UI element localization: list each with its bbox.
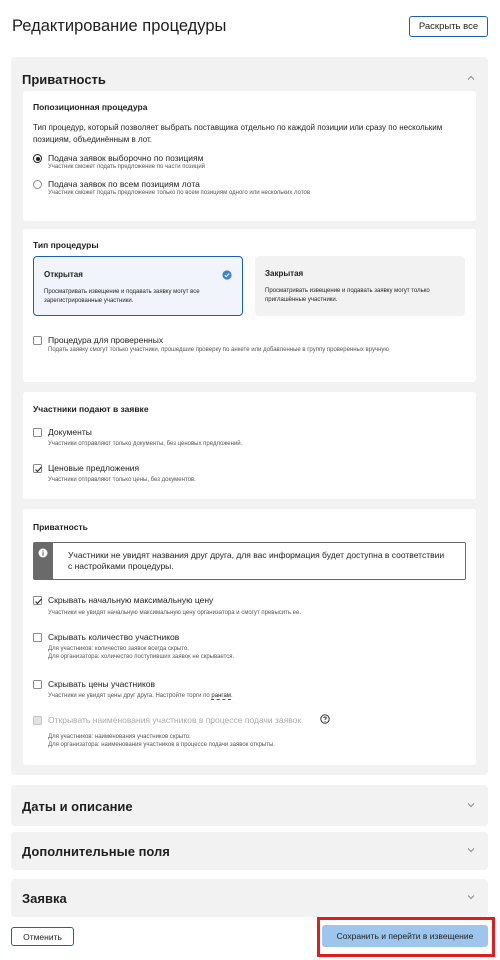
checkbox-disabled[interactable] [33,716,42,725]
participants-submit-card [23,392,476,499]
radio-button[interactable] [33,180,42,189]
checkbox-sublabel: Участники не увидят начальную максимальную цену организатора и смогут превысить ее. [48,610,301,616]
checkbox-label: Ценовые предложения [48,463,140,473]
checkbox-sublabel [48,693,233,699]
checkbox-sublabel: Для участников: наименования участников скрыто. [48,734,191,740]
checkbox-hide-participant-prices[interactable] [33,679,463,703]
checkbox-verified-procedure[interactable] [33,335,463,365]
procedure-type-title: Тип процедуры [33,240,99,250]
chevron-down-icon[interactable] [466,845,476,855]
dates-description-section[interactable] [11,785,488,826]
radio-sublabel: Участник сможет подать предложение только по всем позициям одного или нескольких лотов [48,190,311,196]
procedure-type-closed-desc: Просматривать извещение и подавать заявку могут только приглашённые участники. [265,288,430,303]
positional-procedure-description: Тип процедур, который позволяет выбрать поставщика отдельно по каждой позиции или сразу по нескольким позициям, объединённым в лот. [33,123,443,144]
sublabel-suffix: . [230,693,233,699]
chevron-down-icon[interactable] [466,800,476,810]
checkbox[interactable] [33,596,42,605]
question-circle-icon[interactable] [320,714,330,724]
participants-submit-title: Участники подают в заявке [33,404,149,414]
privacy-section-title: Приватность [22,72,106,87]
checkmark-icon [33,596,44,607]
checkbox-hide-participant-count[interactable] [33,632,463,666]
dates-description-title: Даты и описание [22,799,133,814]
cancel-button[interactable]: Отменить [11,927,74,946]
checkbox-documents[interactable] [33,427,463,451]
application-title: Заявка [22,891,67,906]
checkbox-sublabel: Для участников: количество заявок всегда скрыто. [48,646,189,652]
info-icon [38,548,48,558]
radio-button[interactable] [33,154,42,163]
checkbox-sublabel: Участники отправляют только документы, без ценовых предложений. [48,441,243,447]
procedure-type-closed-label: Закрытая [265,269,304,278]
positional-procedure-card [23,91,476,221]
checkbox[interactable] [33,336,42,345]
checkbox[interactable] [33,428,42,437]
checkbox-label: Документы [48,427,92,437]
procedure-type-open-label: Открытая [44,270,83,279]
radio-option-all-positions[interactable] [33,179,463,203]
privacy-options-card [23,509,476,765]
checkbox-sublabel: Для организатора: количество поступивших заявок не скрывается. [48,654,235,660]
checkbox-label: Скрывать количество участников [48,632,180,642]
checkbox[interactable] [33,680,42,689]
application-section[interactable] [11,879,488,917]
radio-sublabel: Участник сможет подать предложение по части позиций [48,164,206,170]
checkbox[interactable] [33,633,42,642]
checkbox-price-offers[interactable] [33,463,463,487]
ranks-link[interactable]: рангам [211,693,231,699]
checkbox-label: Скрывать начальную максимальную цену [48,595,214,605]
checkbox-sublabel: Подать заявку смогут только участники, прошедшие проверку по анкете или добавленные в группу проверенных вручную [48,347,389,353]
checkbox-sublabel: Для организатора: наименования участников в процессе подачи заявок открыты. [48,742,275,748]
info-text: Участники не увидят названия друг друга, для вас информация будет доступна в соответствии с настройками процедуры. [68,550,445,571]
procedure-type-open-desc: Просматривать извещение и подавать заявку могут все зарегистрированные участники. [44,289,200,304]
info-notice [33,542,466,580]
page-header [0,0,500,52]
radio-option-selective[interactable] [33,153,463,177]
chevron-up-icon[interactable] [466,73,476,83]
procedure-type-closed[interactable] [255,256,465,316]
additional-fields-section[interactable] [11,832,488,870]
radio-label: Подача заявок выборочно по позициям [48,153,204,163]
radio-label: Подача заявок по всем позициям лота [48,179,200,189]
sublabel-text: Участники не увидят цены друг друга. Настройте торги по [48,693,212,699]
chevron-down-icon[interactable] [466,892,476,902]
checkmark-icon [33,464,44,475]
page-title: Редактирование процедуры [12,17,227,35]
checkbox-hide-max-price[interactable] [33,595,463,619]
info-strip [34,543,53,579]
privacy-options-title: Приватность [33,522,88,532]
checkbox-label: Скрывать цены участников [48,679,156,689]
checkbox-label: Открывать наименования участников в процессе подачи заявок [48,715,302,725]
checkbox[interactable] [33,464,42,473]
procedure-type-open[interactable] [33,256,243,316]
checkbox-open-participant-names[interactable] [33,715,463,749]
privacy-section [11,57,488,775]
checkbox-sublabel: Участники отправляют только цены, без документов. [48,477,196,483]
check-circle-icon [222,270,232,280]
expand-all-button[interactable]: Раскрыть все [409,16,488,37]
checkbox-label: Процедура для проверенных [48,335,164,345]
positional-procedure-title: Попозиционная процедура [33,102,148,112]
save-and-go-to-notice-button[interactable]: Сохранить и перейти в извещение [322,925,488,947]
procedure-type-card [23,229,476,382]
additional-fields-title: Дополнительные поля [22,844,170,859]
